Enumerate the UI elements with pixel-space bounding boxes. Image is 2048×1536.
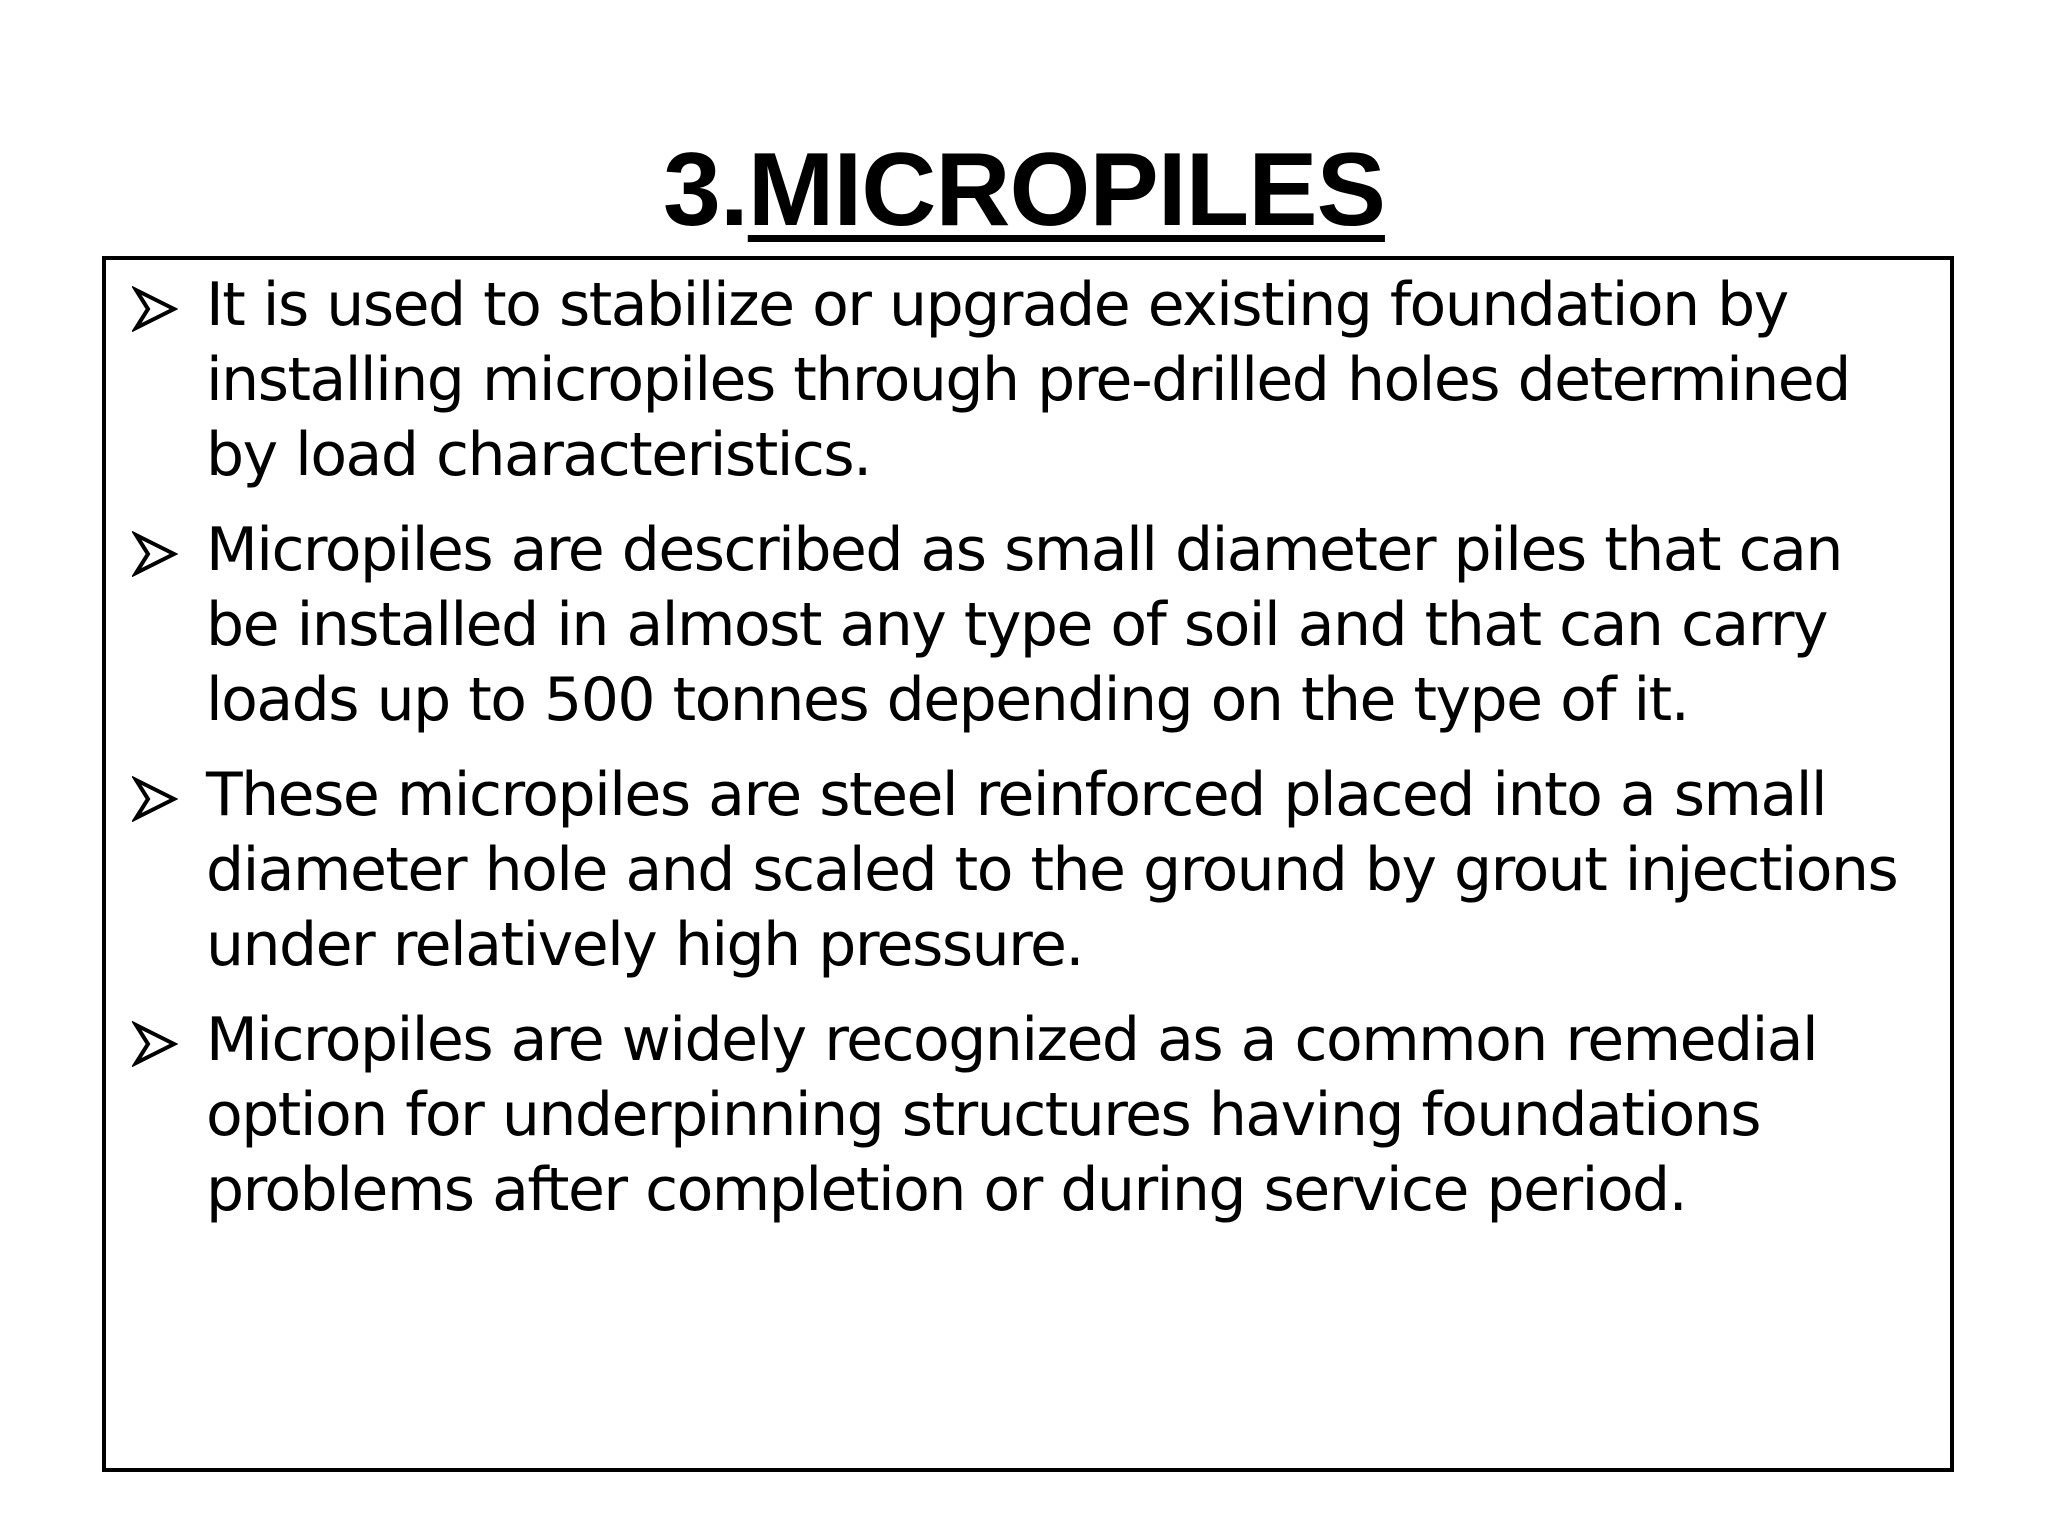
title-text: MICROPILES xyxy=(747,132,1385,248)
bullet-item xyxy=(132,758,1932,983)
bullet-item xyxy=(132,1003,1932,1228)
arrow-bullet-icon xyxy=(132,531,178,577)
slide-title xyxy=(0,128,2048,252)
bullet-text: It is used to stabilize or upgrade existing foundation by installing micropiles through pre-drilled holes determined by load characteristics. xyxy=(206,270,1850,490)
bullet-text: These micropiles are steel reinforced placed into a small diameter hole and scaled to the ground by grout injections under relatively high pressure. xyxy=(206,760,1898,980)
bullet-text: Micropiles are widely recognized as a common remedial option for underpinning structures having foundations problems after completion or during service period. xyxy=(206,1005,1818,1225)
bullet-list xyxy=(132,268,1932,1248)
bullet-text: Micropiles are described as small diameter piles that can be installed in almost any type of soil and that can carry loads up to 500 tonnes depending on the type of it. xyxy=(206,515,1842,735)
content-box xyxy=(102,256,1954,1472)
title-number: 3. xyxy=(663,132,748,248)
bullet-item xyxy=(132,268,1932,493)
bullet-item xyxy=(132,513,1932,738)
arrow-bullet-icon xyxy=(132,776,178,822)
arrow-bullet-icon xyxy=(132,286,178,332)
arrow-bullet-icon xyxy=(132,1021,178,1067)
